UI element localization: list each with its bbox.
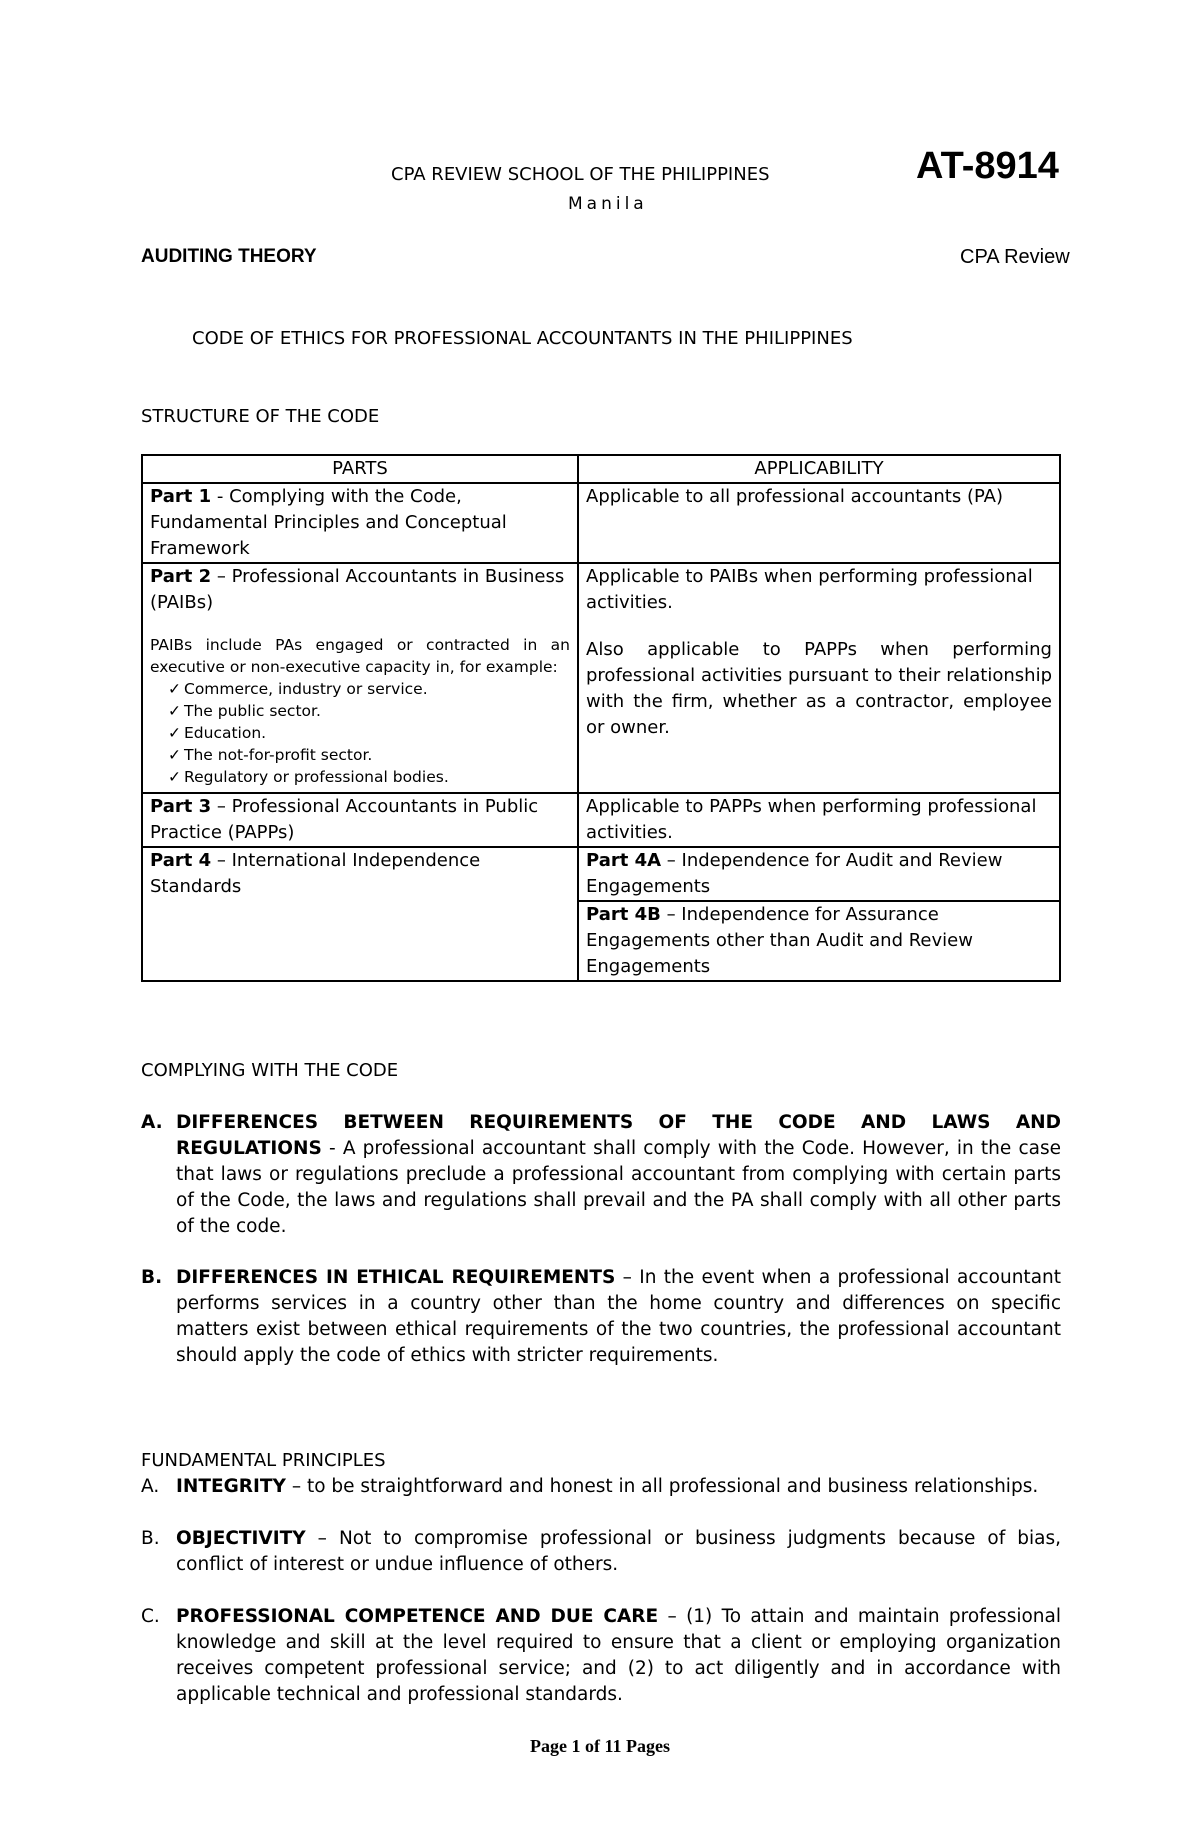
- list-item: ✓ Commerce, industry or service.: [168, 678, 570, 700]
- list-item: ✓ Regulatory or professional bodies.: [168, 766, 570, 788]
- part2-applicability-1: Applicable to PAIBs when performing professional activities.: [586, 566, 1033, 613]
- principle-item-a: [141, 1474, 1061, 1500]
- part1-applicability: Applicable to all professional accountants (PA): [578, 483, 1060, 563]
- complying-item-b: [141, 1265, 1061, 1369]
- part3-label: Part 3: [150, 796, 212, 817]
- part1-cell: [142, 483, 578, 563]
- document-page: CPA REVIEW SCHOOL OF THE PHILIPPINES Manila AT-8914 AUDITING THEORY CPA Review CODE OF ETHICS FOR PROFESSIONAL ACCOUNTANTS IN THE PHILIPPINES STRUCTURE OF THE CODE PARTS APPLICABILITY Part 1 - Complying with the Code, Fundamental Principles and Conceptual Framework Applicable to all professional accountants (PA) Part 2 – Professional Accountants in Business (PAIBs) PAIBs include PAs engaged or contracted in an executive or non-executive capacity in, for example: ✓ Commerce, industry or service. ✓ The public sector. ✓ Education. ✓ The not-for-profit sector. ✓ Regulatory or professional bodies. Applicable to PAIBs when performing professional activities. Also applicable to PAPPs when performing professional activities pursuant to their relationship with the firm, whether as a contractor, employee or owner. Part 3 – Professional Accountants in Public Practice (PAPPs) Applicable to PAPPs when performing professional activities. Part 4 – International Independence Standards Part 4A – Independence for Audit and Review Engagements Part 4B – Independence for Assurance Engagements other than Audit and Review Engagements COMPLYING WITH THE CODE A. DIFFERENCES BETWEEN REQUIREMENTS OF THE CODE AND LAWS AND REGULATIONS - A professional accountant shall comply with the Code. However, in the case that laws or regulations preclude a professional accountant from complying with certain parts of the Code, the laws and regulations shall prevail and the PA shall comply with all other parts of the code. B. DIFFERENCES IN ETHICAL REQUIREMENTS – In the event when a professional accountant performs services in a country other than the home country and differences on specific matters exist between ethical requirements of the two countries, the professional accountant should apply the code of ethics with stricter requirements. FUNDAMENTAL PRINCIPLES A. INTEGRITY – to be straightforward and honest in all professional and business relationships. B. OBJECTIVITY – Not to compromise professional or business judgments because of bias, conflict of interest or undue influence of others. C. PROFESSIONAL COMPETENCE AND DUE CARE – (1) To attain and maintain professional knowledge and skill at the level required to ensure that a client or employing organization receives competent professional service; and (2) to act diligently and in accordance with applicable technical and professional standards. Page 1 of 11 Pages: [0, 0, 1200, 1835]
- complying-heading: COMPLYING WITH THE CODE: [141, 1060, 399, 1081]
- part4b-applicability: [578, 901, 1060, 981]
- list-item: ✓ The public sector.: [168, 700, 570, 722]
- list-item: ✓ Education.: [168, 722, 570, 744]
- column-header-parts: PARTS: [142, 455, 578, 483]
- table-row: [142, 563, 1060, 793]
- part2-note: PAIBs include PAs engaged or contracted in an executive or non-executive capacity in, for example:: [150, 636, 570, 676]
- item-letter: B.: [141, 1267, 163, 1288]
- item-letter: C.: [141, 1606, 160, 1627]
- item-letter: A.: [141, 1112, 163, 1133]
- table-header-row: [142, 455, 1060, 483]
- item-text: – to be straightforward and honest in all professional and business relationships.: [285, 1476, 1039, 1497]
- part2-label: Part 2: [150, 566, 212, 587]
- part4-text: – International Independence Standards: [150, 850, 481, 897]
- part4a-label: Part 4A: [586, 850, 662, 871]
- part1-text: - Complying with the Code, Fundamental Principles and Conceptual Framework: [150, 486, 507, 559]
- page-number: Page 1 of 11 Pages: [530, 1736, 670, 1756]
- part4a-applicability: [578, 847, 1060, 901]
- part4a-text: – Independence for Audit and Review Engagements: [586, 850, 1003, 897]
- part3-text: – Professional Accountants in Public Practice (PAPPs): [150, 796, 539, 843]
- part3-applicability: Applicable to PAPPs when performing professional activities.: [578, 793, 1060, 847]
- part4b-label: Part 4B: [586, 904, 661, 925]
- item-title: INTEGRITY: [176, 1476, 286, 1497]
- item-text: – (1) To attain and maintain professional knowledge and skill at the level required to ensure that a client or employing organization receives competent professional service; and (2) to act diligently and in accordance with applicable technical and professional standards.: [176, 1606, 1061, 1705]
- column-header-applicability: APPLICABILITY: [578, 455, 1060, 483]
- part2-cell: [142, 563, 578, 793]
- list-item: ✓ The not-for-profit sector.: [168, 744, 570, 766]
- part4-label: Part 4: [150, 850, 212, 871]
- part3-cell: [142, 793, 578, 847]
- part2-text: – Professional Accountants in Business (PAIBs): [150, 566, 565, 613]
- item-title: DIFFERENCES BETWEEN REQUIREMENTS OF THE CODE AND LAWS AND REGULATIONS: [176, 1112, 1061, 1159]
- part4b-text: – Independence for Assurance Engagements other than Audit and Review Engagements: [586, 904, 973, 977]
- principle-item-b: [141, 1526, 1061, 1578]
- item-title: OBJECTIVITY: [176, 1528, 306, 1549]
- principles-heading: FUNDAMENTAL PRINCIPLES: [141, 1450, 386, 1471]
- part2-examples-list: [150, 678, 570, 788]
- document-code: AT-8914: [916, 145, 1059, 187]
- part2-applicability-2: Also applicable to PAPPs when performing professional activities pursuant to their relationship with the firm, whether as a contractor, employee or owner.: [586, 639, 1052, 738]
- complying-item-a: [141, 1110, 1061, 1240]
- subject-title: AUDITING THEORY: [141, 246, 317, 267]
- item-letter: B.: [141, 1528, 160, 1549]
- table-row: [142, 847, 1060, 901]
- part1-label: Part 1: [150, 486, 212, 507]
- item-title: DIFFERENCES IN ETHICAL REQUIREMENTS: [176, 1267, 616, 1288]
- item-title: PROFESSIONAL COMPETENCE AND DUE CARE: [176, 1606, 659, 1627]
- part2-applicability: [578, 563, 1060, 793]
- structure-table: [141, 454, 1061, 982]
- item-text: – In the event when a professional accountant performs services in a country other than the home country and differences on specific matters exist between ethical requirements of the two countries, the professional accountant should apply the code of ethics with stricter requirements.: [176, 1267, 1062, 1366]
- table-row: [142, 483, 1060, 563]
- structure-heading: STRUCTURE OF THE CODE: [141, 406, 380, 427]
- item-letter: A.: [141, 1476, 160, 1497]
- item-text: - A professional accountant shall comply with the Code. However, in the case that laws or regulations preclude a professional accountant from complying with certain parts of the Code, the laws and regulations shall prevail and the PA shall comply with all other parts of the code.: [176, 1138, 1061, 1237]
- table-row: [142, 793, 1060, 847]
- review-label: CPA Review: [960, 246, 1070, 268]
- item-text: – Not to compromise professional or business judgments because of bias, conflict of interest or undue influence of others.: [176, 1528, 1061, 1575]
- principle-item-c: [141, 1604, 1061, 1708]
- part4-cell: [142, 847, 578, 981]
